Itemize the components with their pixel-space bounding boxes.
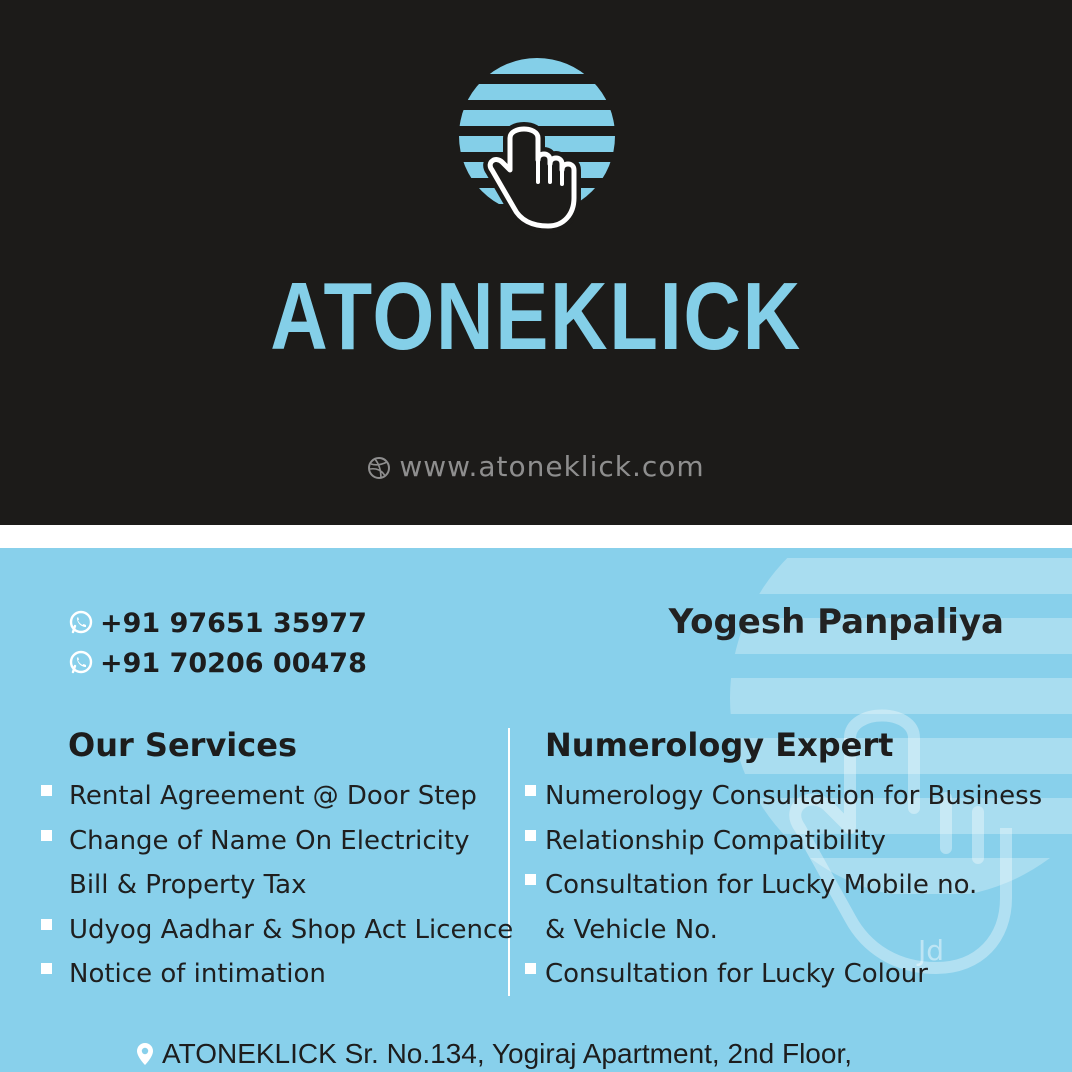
numerology-heading: Numerology Expert [545,726,894,764]
bullet [41,830,52,841]
map-pin-icon [136,1042,154,1066]
phone-number-1[interactable] [68,608,367,639]
website-url: www.atoneklick.com [399,450,705,483]
bullet [525,874,536,885]
card-front [0,0,1072,525]
list-item: Change of Name On Electricity [69,819,513,864]
whatsapp-icon [68,610,94,636]
services-heading: Our Services [68,726,297,764]
list-item: Numerology Consultation for Business [545,774,1042,819]
list-item: Bill & Property Tax [69,870,307,900]
website[interactable] [0,450,1072,483]
bullet [525,785,536,796]
list-item: Relationship Compatibility [545,819,1042,864]
bullet [41,963,52,974]
bullet [525,830,536,841]
list-item: Rental Agreement @ Door Step [69,774,513,819]
address-text: ATONEKLICK Sr. No.134, Yogiraj Apartment, 2nd Floor, [162,1038,853,1069]
bullet [41,785,52,796]
jd-watermark: Jd [918,934,945,967]
bullet [41,919,52,930]
phone-number-2[interactable] [68,648,367,679]
bullet [525,963,536,974]
dribbble-globe-icon [367,456,391,480]
numerology-list [545,774,1042,997]
list-item: Notice of intimation [69,952,513,997]
brand-name: ATONEKLICK [270,263,802,370]
services-list [69,774,513,997]
list-item: Consultation for Lucky Colour [545,952,1042,997]
phone-number-2-text: +91 70206 00478 [100,648,367,679]
list-item: Consultation for Lucky Mobile no. [545,863,1042,908]
list-item: Udyog Aadhar & Shop Act Licence [69,908,513,953]
list-item: & Vehicle No. [545,914,718,945]
address [136,1038,852,1070]
card-back [0,548,1072,1072]
globe-hand-pointer-icon [452,58,622,258]
person-name: Yogesh Panpaliya [668,602,1004,642]
phone-number-1-text: +91 97651 35977 [100,608,367,639]
whatsapp-icon [68,650,94,676]
